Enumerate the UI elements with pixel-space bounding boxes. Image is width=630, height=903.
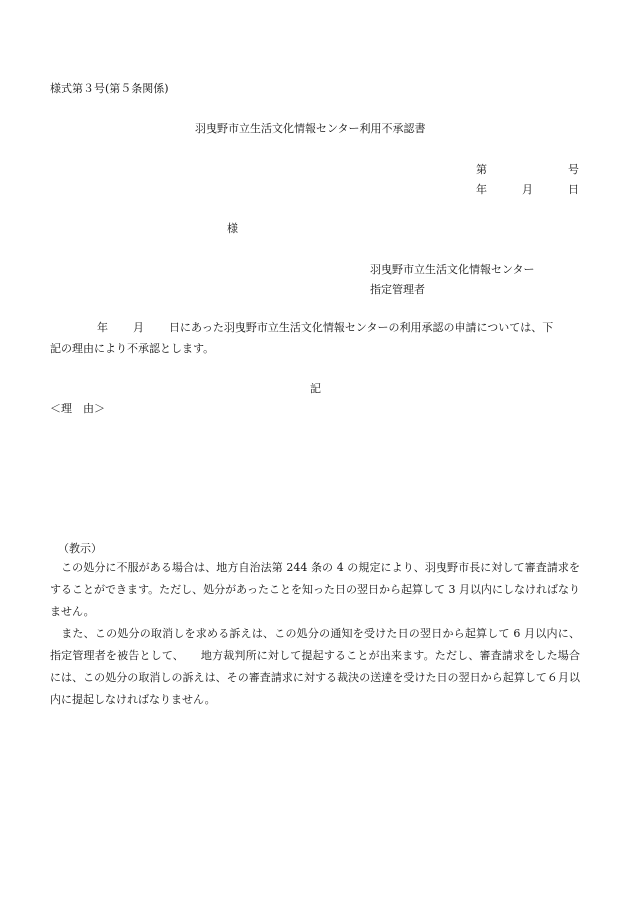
notice-paragraph-1: この処分に不服がある場合は、地方自治法第 244 条の 4 の規定により、羽曳野市長に対して審査請求をすることができます。ただし、処分があったことを知った日の翌日から起算して 3 月以内にしなければなりません。 [50, 561, 580, 618]
issuer-role: 指定管理者 [370, 283, 425, 296]
notice-paragraph-2: また、この処分の取消しを求める訴えは、この処分の通知を受けた日の翌日から起算して 6 月以内に、指定管理者を被告として、 地方裁判所に対して提起することが出来ます。ただし、審査請求をした場合には、この処分の取消しの訴えは、その審査請求に対する裁決の送達を受けた日の翌日から起算して６月以内に提起しなければなりません。 [50, 627, 580, 706]
body-line1: 日にあった羽曳野市立生活文化情報センターの利用承認の申請については、下 [169, 321, 554, 334]
form-number: 様式第３号(第５条関係) [50, 82, 169, 95]
notice-heading: （教示） [58, 542, 102, 555]
date-day: 日 [568, 183, 579, 196]
body-year: 年 [97, 321, 108, 334]
addressee-suffix: 様 [227, 222, 238, 235]
date-year: 年 [476, 183, 487, 196]
doc-number-suffix: 号 [568, 163, 579, 176]
notice-body [50, 557, 580, 711]
issuer-org: 羽曳野市立生活文化情報センター [370, 263, 535, 276]
doc-number-prefix: 第 [476, 163, 487, 176]
reason-heading: ＜理 由＞ [50, 402, 105, 415]
document-title: 羽曳野市立生活文化情報センター利用不承認書 [195, 122, 426, 135]
body-line2: 記の理由により不承認とします。 [50, 342, 215, 355]
ki-label: 記 [310, 382, 321, 395]
date-month: 月 [522, 183, 533, 196]
body-month: 月 [133, 321, 144, 334]
